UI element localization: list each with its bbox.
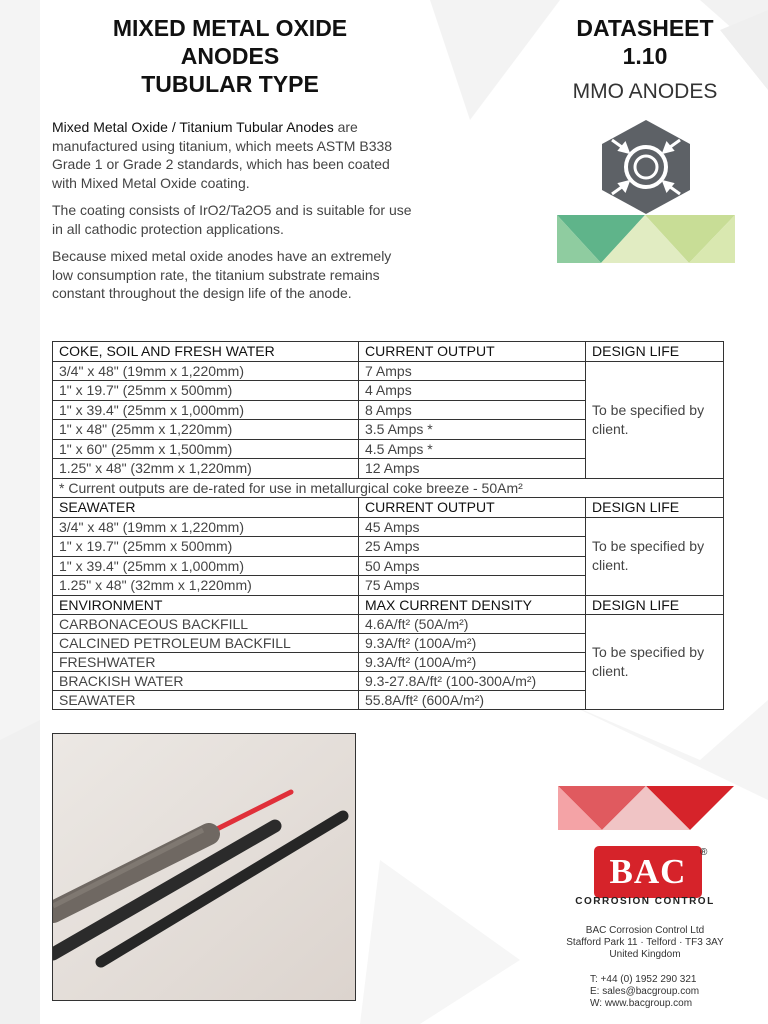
table-header-cell: COKE, SOIL AND FRESH WATER [53, 342, 359, 362]
intro-paragraph-1 [52, 118, 412, 192]
product-name: Mixed Metal Oxide / Titanium Tubular Anodes [52, 119, 334, 135]
table-cell-density: 4.6A/ft² (50A/m²) [359, 615, 586, 634]
table-cell-size: 1" x 39.4" (25mm x 1,000mm) [53, 400, 359, 420]
table-cell-environment: SEAWATER [53, 691, 359, 710]
table-cell-size: 1" x 48" (25mm x 1,220mm) [53, 420, 359, 440]
table-header-cell: DESIGN LIFE [586, 342, 724, 362]
table-cell-environment: CARBONACEOUS BACKFILL [53, 615, 359, 634]
address-line: Stafford Park 11 · Telford · TF3 3AY [566, 937, 724, 948]
green-triangle-decoration [557, 215, 735, 263]
table-header-cell: CURRENT OUTPUT [359, 498, 586, 518]
datasheet-number [565, 14, 725, 70]
table-cell-density: 9.3-27.8A/ft² (100-300A/m²) [359, 672, 586, 691]
intro-paragraph-1-text: are manufactured using titanium, which meets ASTM B338 Grade 1 or Grade 2 standards, which has been coated with Mixed Metal Oxide coating. [52, 119, 393, 191]
table-cell-output: 7 Amps [359, 361, 586, 381]
table-header-cell: DESIGN LIFE [586, 498, 724, 518]
table-cell-output: 3.5 Amps * [359, 420, 586, 440]
table-cell-size: 1" x 60" (25mm x 1,500mm) [53, 439, 359, 459]
table-header-cell: MAX CURRENT DENSITY [359, 595, 586, 615]
document-title [60, 14, 400, 98]
title-line-3: TUBULAR TYPE [141, 71, 319, 97]
company-address [560, 925, 730, 961]
table-cell-output: 8 Amps [359, 400, 586, 420]
table-cell-density: 9.3A/ft² (100A/m²) [359, 653, 586, 672]
table-header-cell: DESIGN LIFE [586, 595, 724, 615]
table-cell-density: 9.3A/ft² (100A/m²) [359, 634, 586, 653]
table-header-row [53, 342, 724, 362]
table-cell-design-life: To be specified by client. [586, 517, 724, 595]
anodes-illustration [53, 734, 355, 1000]
table-cell-design-life: To be specified by client. [586, 361, 724, 478]
table-cell-output: 50 Amps [359, 556, 586, 576]
title-line-1: MIXED METAL OXIDE [112, 15, 348, 41]
table-header-row [53, 595, 724, 615]
contact-email[interactable]: E: sales@bacgroup.com [590, 986, 700, 997]
anode-hexagon-icon [598, 118, 694, 216]
product-photo [52, 733, 356, 1001]
address-line: BAC Corrosion Control Ltd [585, 925, 705, 936]
table-cell-output: 4 Amps [359, 381, 586, 401]
datasheet-version: 1.10 [622, 43, 668, 69]
registered-mark: ® [700, 847, 708, 858]
table-row [53, 517, 724, 537]
specification-table [52, 341, 724, 710]
table-header-cell: ENVIRONMENT [53, 595, 359, 615]
contact-website[interactable]: W: www.bacgroup.com [590, 998, 693, 1009]
intro-text [52, 118, 412, 312]
table-cell-output: 75 Amps [359, 576, 586, 596]
table-cell-output: 25 Amps [359, 537, 586, 557]
table-cell-density: 55.8A/ft² (600A/m²) [359, 691, 586, 710]
table-cell-environment: CALCINED PETROLEUM BACKFILL [53, 634, 359, 653]
title-line-2: ANODES [180, 43, 280, 69]
table-cell-size: 1.25" x 48" (32mm x 1,220mm) [53, 576, 359, 596]
table-cell-size: 1" x 39.4" (25mm x 1,000mm) [53, 556, 359, 576]
table-cell-design-life: To be specified by client. [586, 615, 724, 710]
contact-phone: T: +44 (0) 1952 290 321 [590, 974, 697, 985]
table-cell-environment: BRACKISH WATER [53, 672, 359, 691]
table-cell-output: 4.5 Amps * [359, 439, 586, 459]
company-tagline: CORROSION CONTROL [575, 896, 715, 907]
table-cell-output: 12 Amps [359, 459, 586, 479]
table-note-row [53, 478, 724, 498]
company-contact [590, 974, 730, 1010]
table-cell-environment: FRESHWATER [53, 653, 359, 672]
table-row [53, 361, 724, 381]
table-cell-size: 3/4" x 48" (19mm x 1,220mm) [53, 361, 359, 381]
intro-paragraph-3: Because mixed metal oxide anodes have an extremely low consumption rate, the titanium substrate remains constant throughout the design life of the anode. [52, 248, 392, 301]
table-cell-size: 1" x 19.7" (25mm x 500mm) [53, 537, 359, 557]
datasheet-label: DATASHEET [576, 15, 714, 41]
table-cell-size: 1.25" x 48" (32mm x 1,220mm) [53, 459, 359, 479]
table-footnote: * Current outputs are de-rated for use in metallurgical coke breeze - 50Am² [53, 478, 724, 498]
product-category: MMO ANODES [572, 80, 718, 103]
table-row [53, 615, 724, 634]
table-cell-size: 1" x 19.7" (25mm x 500mm) [53, 381, 359, 401]
bac-logo [594, 846, 702, 898]
bac-logo-text: BAC [609, 852, 687, 891]
table-cell-output: 45 Amps [359, 517, 586, 537]
intro-paragraph-2: The coating consists of IrO2/Ta2O5 and is suitable for use in all cathodic protection applications. [52, 202, 412, 237]
table-header-row [53, 498, 724, 518]
table-cell-size: 3/4" x 48" (19mm x 1,220mm) [53, 517, 359, 537]
table-header-cell: CURRENT OUTPUT [359, 342, 586, 362]
address-line: United Kingdom [609, 949, 681, 960]
logo-triangle-decoration [558, 786, 734, 846]
table-header-cell: SEAWATER [53, 498, 359, 518]
